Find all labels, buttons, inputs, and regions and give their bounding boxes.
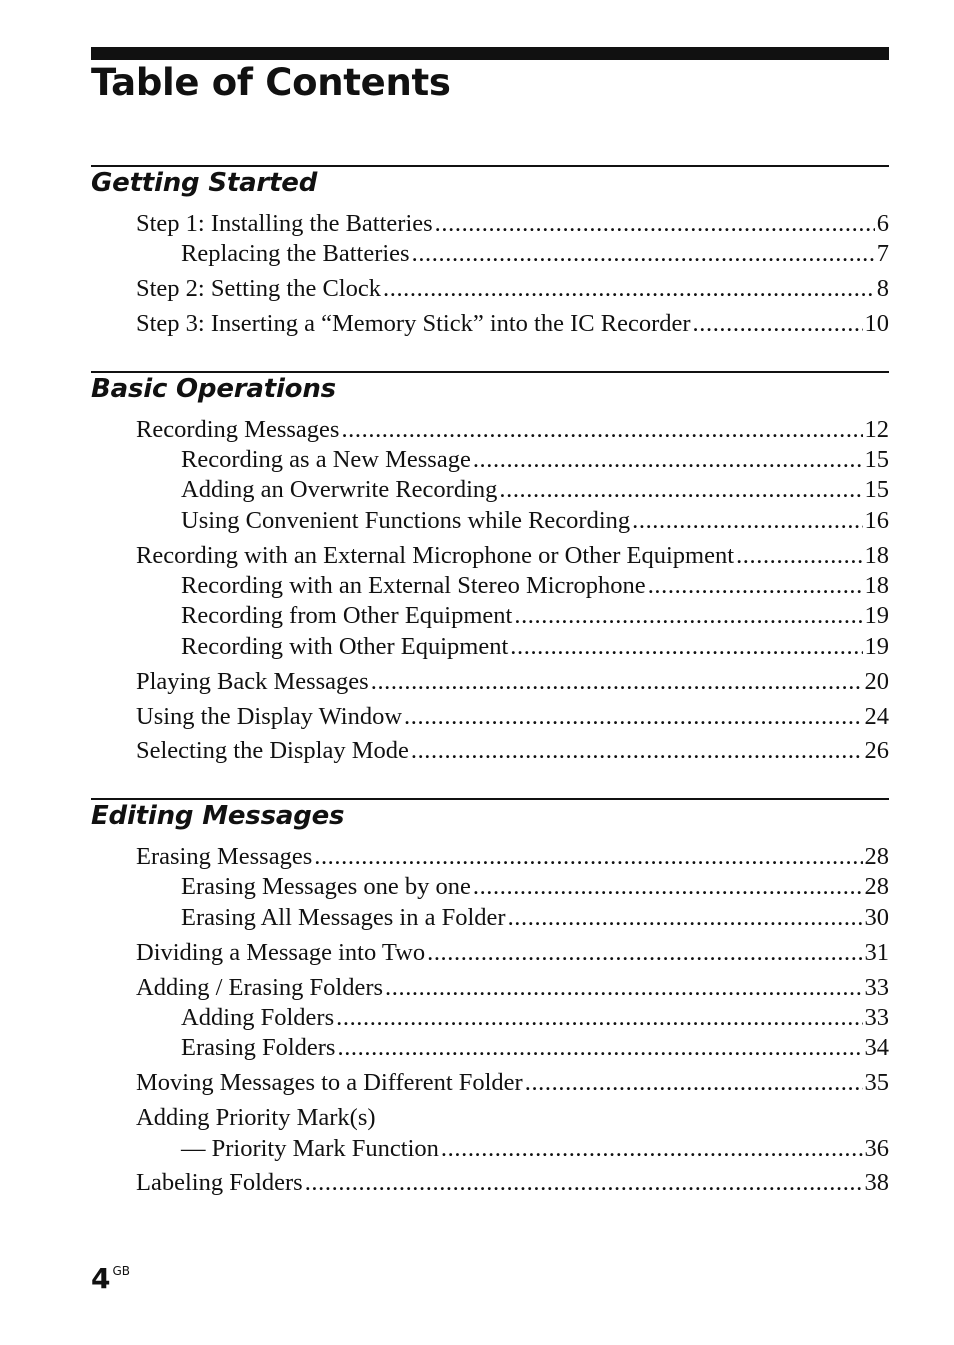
- entry-label: Playing Back Messages: [136, 668, 369, 695]
- dot-leader: [411, 736, 863, 766]
- page-number-suffix: GB: [112, 1264, 131, 1278]
- dot-leader: [473, 445, 863, 475]
- dot-leader: [632, 506, 862, 536]
- entry-page: 18: [864, 542, 889, 569]
- page-title: Table of Contents: [91, 61, 451, 104]
- entry-page: 10: [864, 310, 889, 337]
- entry-label: Adding Priority Mark(s): [136, 1104, 376, 1131]
- entry-label: Step 3: Inserting a “Memory Stick” into the IC Recorder: [136, 310, 691, 337]
- entry-page: 20: [864, 668, 889, 695]
- toc-entry[interactable]: [136, 973, 889, 1003]
- entry-label: Recording with Other Equipment: [181, 633, 509, 660]
- entry-label: Using Convenient Functions while Recording: [181, 507, 631, 534]
- entry-page: 16: [864, 507, 889, 534]
- entry-page: 33: [864, 1004, 889, 1031]
- section-title: Editing Messages: [91, 801, 345, 831]
- entry-label: Recording from Other Equipment: [181, 602, 513, 629]
- dot-leader: [473, 872, 863, 902]
- dot-leader: [371, 667, 863, 697]
- entry-label: Recording with an External Stereo Microphone: [181, 572, 646, 599]
- toc-entry[interactable]: [136, 702, 889, 732]
- toc-entry[interactable]: [181, 1033, 889, 1063]
- dot-leader: [314, 842, 862, 872]
- entry-page: 38: [864, 1169, 889, 1196]
- entry-label: Dividing a Message into Two: [136, 939, 426, 966]
- toc-entry[interactable]: [181, 872, 889, 902]
- entry-page: 26: [864, 737, 889, 764]
- toc-entry[interactable]: [181, 601, 889, 631]
- dot-leader: [341, 415, 862, 445]
- toc-entry[interactable]: [136, 736, 889, 766]
- entry-page: 18: [864, 572, 889, 599]
- entry-label: Erasing Messages: [136, 843, 313, 870]
- entry-page: 15: [864, 446, 889, 473]
- dot-leader: [435, 209, 875, 239]
- dot-leader: [427, 938, 862, 968]
- toc-entry[interactable]: [136, 209, 889, 239]
- entry-label: Adding Folders: [181, 1004, 335, 1031]
- toc-entry[interactable]: [136, 1068, 889, 1098]
- entry-label: Recording as a New Message: [181, 446, 471, 473]
- entry-label: Using the Display Window: [136, 703, 403, 730]
- toc-entry[interactable]: [136, 1103, 889, 1133]
- dot-leader: [693, 309, 863, 339]
- dot-leader: [648, 571, 863, 601]
- dot-leader: [736, 541, 862, 571]
- dot-leader: [499, 475, 862, 505]
- entry-label: — Priority Mark Function: [181, 1135, 439, 1162]
- entry-label: Recording Messages: [136, 416, 340, 443]
- entry-page: 19: [864, 602, 889, 629]
- page-footer: [91, 1262, 130, 1295]
- entry-page: 35: [864, 1069, 889, 1096]
- section-title: Basic Operations: [91, 374, 336, 404]
- toc-entry[interactable]: [181, 571, 889, 601]
- toc-entry[interactable]: [181, 239, 889, 269]
- dot-leader: [383, 274, 875, 304]
- entry-page: 33: [864, 974, 889, 1001]
- dot-leader: [412, 239, 875, 269]
- section-getting-started: [91, 165, 889, 337]
- toc-entry[interactable]: [181, 506, 889, 536]
- entry-page: 31: [864, 939, 889, 966]
- entry-label: Erasing All Messages in a Folder: [181, 904, 506, 931]
- entry-page: 12: [864, 416, 889, 443]
- dot-leader: [337, 1033, 862, 1063]
- page-number: 4: [91, 1262, 111, 1295]
- toc-entry[interactable]: [136, 309, 889, 339]
- section-editing-messages: [91, 798, 889, 1196]
- entry-page: 15: [864, 476, 889, 503]
- entry-label: Moving Messages to a Different Folder: [136, 1069, 523, 1096]
- toc-entry[interactable]: [136, 938, 889, 968]
- entry-page: 8: [876, 275, 889, 302]
- toc-entry[interactable]: [136, 667, 889, 697]
- entry-page: 34: [864, 1034, 889, 1061]
- entry-page: 19: [864, 633, 889, 660]
- toc-entry[interactable]: [181, 1003, 889, 1033]
- entry-page: 28: [864, 843, 889, 870]
- entry-page: 6: [876, 210, 889, 237]
- section-basic-operations: [91, 371, 889, 764]
- toc-entry[interactable]: [181, 445, 889, 475]
- entry-label: Erasing Folders: [181, 1034, 336, 1061]
- dot-leader: [510, 632, 862, 662]
- dot-leader: [508, 903, 863, 933]
- entry-label: Labeling Folders: [136, 1169, 303, 1196]
- toc-entry[interactable]: [136, 842, 889, 872]
- toc-entry[interactable]: [181, 632, 889, 662]
- toc-entry[interactable]: [181, 903, 889, 933]
- entry-label: Step 1: Installing the Batteries: [136, 210, 433, 237]
- toc-entry[interactable]: [181, 475, 889, 505]
- toc-entry[interactable]: [136, 415, 889, 445]
- dot-leader: [336, 1003, 862, 1033]
- dot-leader: [525, 1068, 863, 1098]
- toc-entry[interactable]: [181, 1134, 889, 1164]
- entry-label: Replacing the Batteries: [181, 240, 410, 267]
- entry-page: 28: [864, 873, 889, 900]
- entry-label: Adding / Erasing Folders: [136, 974, 384, 1001]
- section-title: Getting Started: [91, 168, 318, 198]
- entry-label: Adding an Overwrite Recording: [181, 476, 498, 503]
- dot-leader: [305, 1168, 863, 1198]
- dot-leader: [385, 973, 862, 1003]
- toc-entry[interactable]: [136, 1168, 889, 1198]
- dot-leader: [441, 1134, 863, 1164]
- entry-page: 7: [876, 240, 889, 267]
- entry-label: Selecting the Display Mode: [136, 737, 409, 764]
- entry-label: Step 2: Setting the Clock: [136, 275, 381, 302]
- entry-page: 24: [864, 703, 889, 730]
- dot-leader: [514, 601, 862, 631]
- toc-entry[interactable]: [136, 274, 889, 304]
- toc-entry[interactable]: [136, 541, 889, 571]
- entry-page: 36: [864, 1135, 889, 1162]
- dot-leader: [404, 702, 862, 732]
- entry-label: Erasing Messages one by one: [181, 873, 471, 900]
- entry-page: 30: [864, 904, 889, 931]
- entry-label: Recording with an External Microphone or Other Equipment: [136, 542, 735, 569]
